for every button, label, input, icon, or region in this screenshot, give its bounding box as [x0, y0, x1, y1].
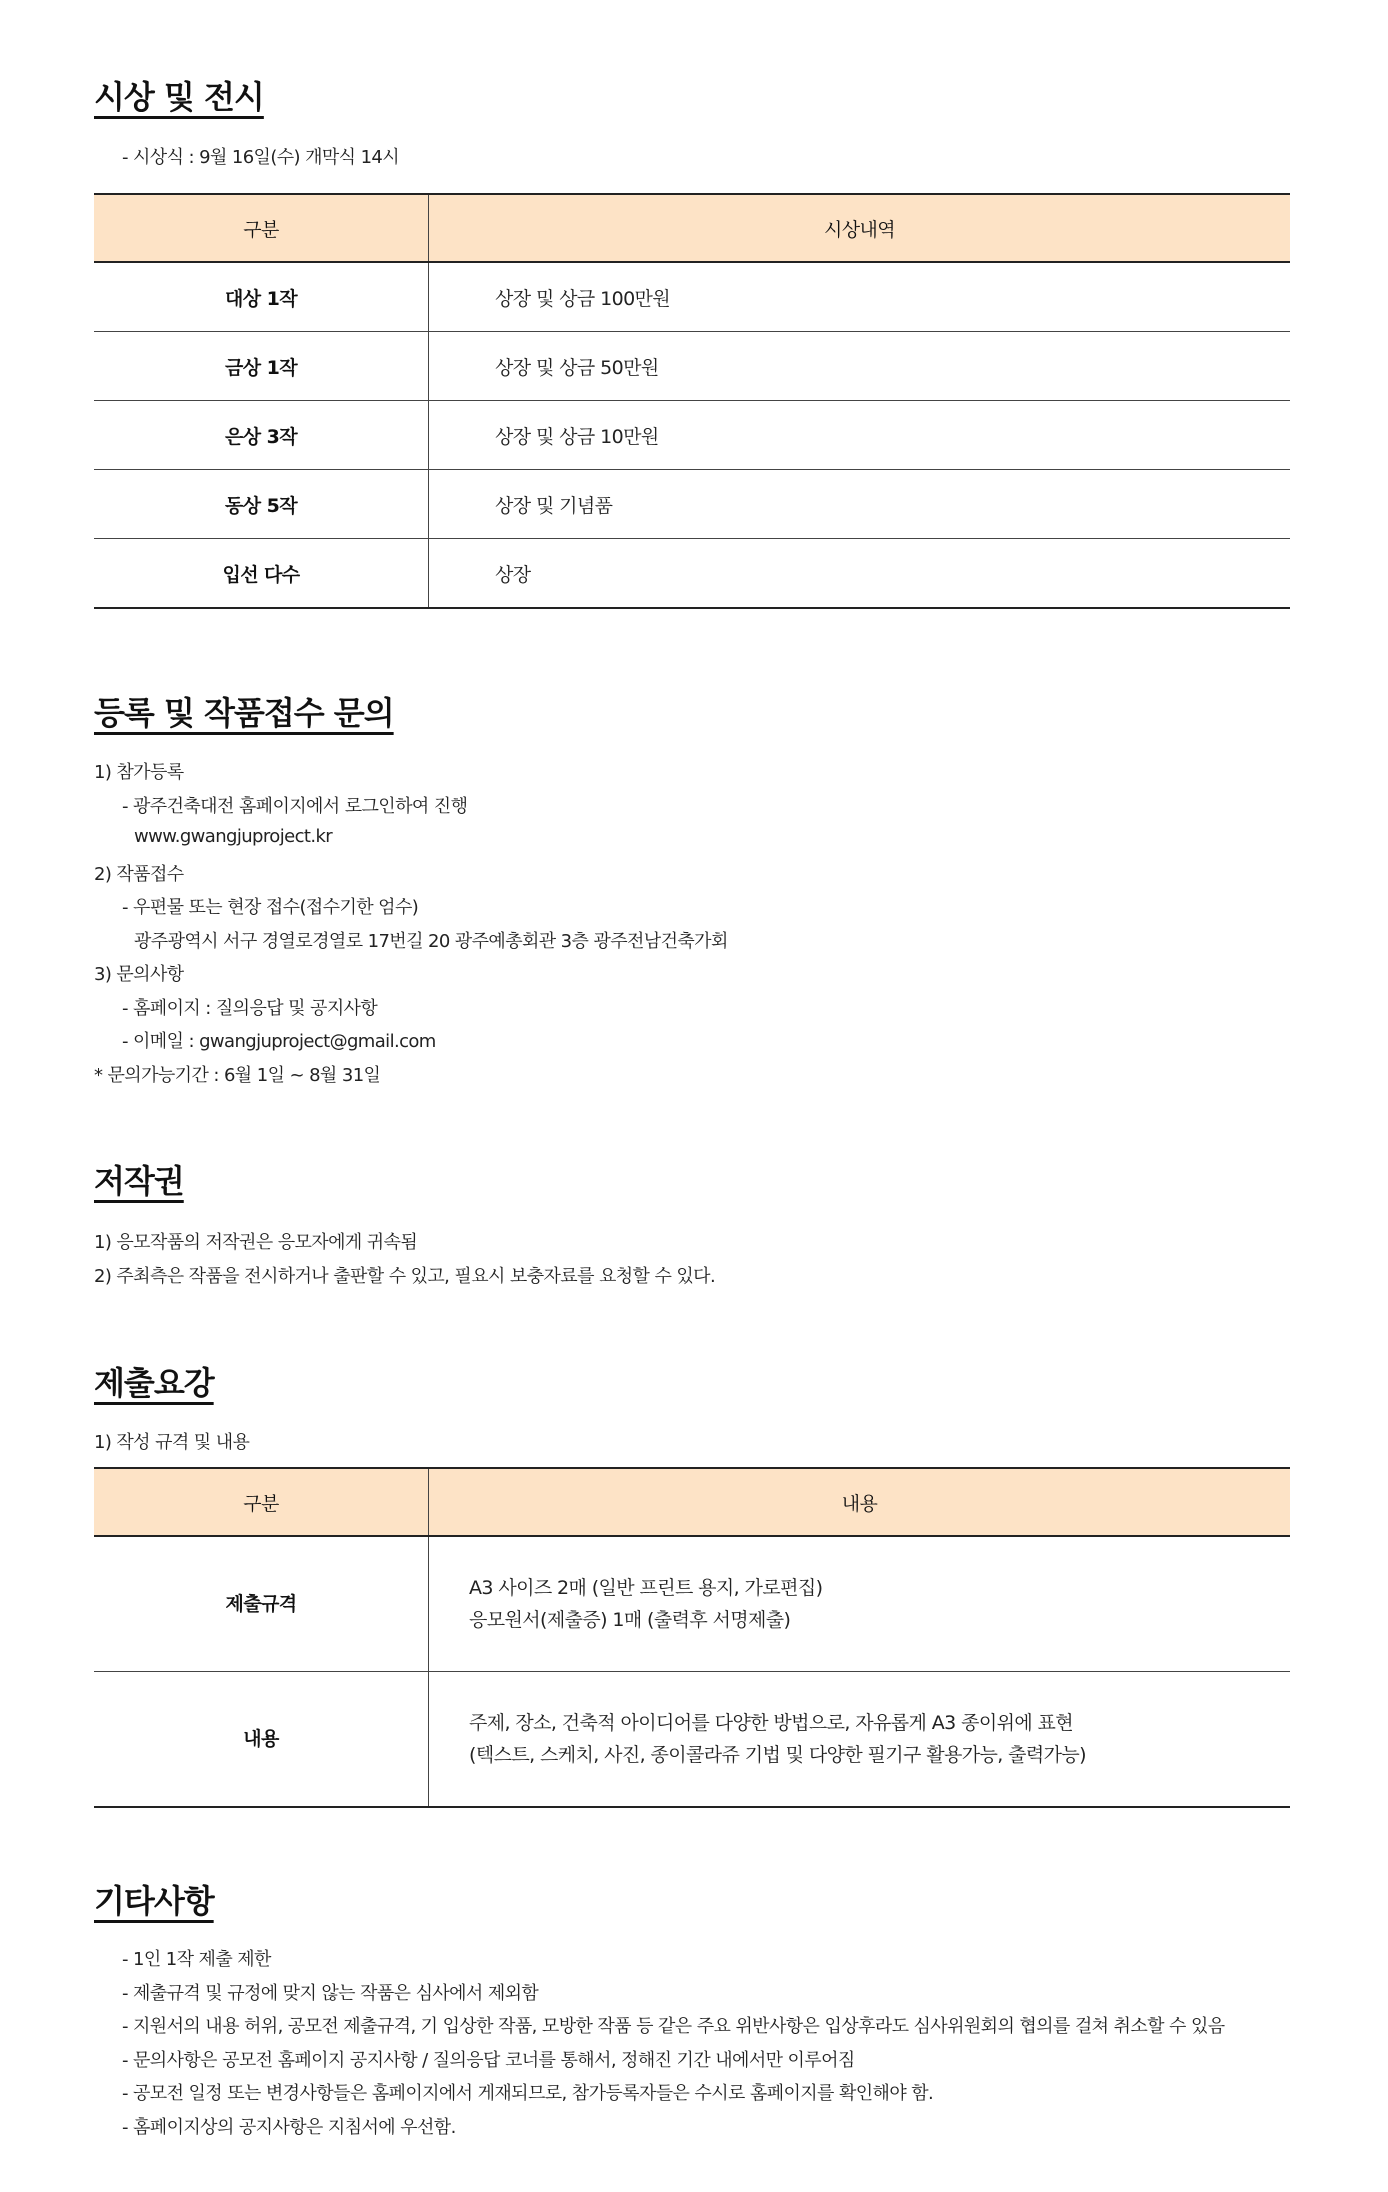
submission-content-line: A3 사이즈 2매 (일반 프린트 용지, 가로편집) [469, 1577, 823, 1599]
etc-section-title: 기타사항 [94, 1882, 214, 1920]
table-row [94, 332, 1290, 401]
award-value: 상장 및 기념품 [429, 470, 1291, 539]
award-label: 은상 3작 [94, 401, 429, 470]
registration-section-title: 등록 및 작품접수 문의 [94, 694, 394, 732]
registration-item: - 광주건축대전 홈페이지에서 로그인하여 진행 [122, 796, 468, 817]
registration-item: 3) 문의사항 [94, 964, 184, 985]
registration-item: - 홈페이지 : 질의응답 및 공지사항 [122, 998, 378, 1019]
submission-content [429, 1536, 1291, 1672]
awards-table-header [94, 194, 1290, 262]
etc-item: - 문의사항은 공모전 홈페이지 공지사항 / 질의응답 코너를 통해서, 정해진 기간 내에서만 이루어짐 [122, 2050, 855, 2071]
registration-url[interactable]: www.gwangjuproject.kr [134, 826, 333, 847]
submission-section-title: 제출요강 [94, 1364, 214, 1402]
submission-content-line: 주제, 장소, 건축적 아이디어를 다양한 방법으로, 자유롭게 A3 종이위에 표현 [469, 1712, 1074, 1734]
awards-header-detail: 시상내역 [429, 194, 1291, 262]
table-row [94, 539, 1290, 609]
table-row [94, 1536, 1290, 1672]
awards-header-category: 구분 [94, 194, 429, 262]
submission-content-line: 응모원서(제출증) 1매 (출력후 서명제출) [469, 1609, 791, 1631]
award-label: 금상 1작 [94, 332, 429, 401]
registration-email[interactable]: - 이메일 : gwangjuproject@gmail.com [122, 1031, 436, 1052]
submission-header-category: 구분 [94, 1468, 429, 1536]
registration-note: * 문의가능기간 : 6월 1일 ~ 8월 31일 [94, 1065, 381, 1086]
submission-content [429, 1672, 1291, 1808]
awards-table [94, 193, 1290, 609]
registration-item: 1) 참가등록 [94, 762, 184, 783]
submission-table [94, 1467, 1290, 1808]
registration-address: 광주광역시 서구 경열로경열로 17번길 20 광주예총회관 3층 광주전남건축가회 [134, 931, 728, 952]
award-value: 상장 및 상금 100만원 [429, 262, 1291, 332]
copyright-item: 1) 응모작품의 저작권은 응모자에게 귀속됨 [94, 1232, 418, 1253]
submission-label: 제출규격 [94, 1536, 429, 1672]
award-value: 상장 및 상금 50만원 [429, 332, 1291, 401]
award-value: 상장 [429, 539, 1291, 609]
table-row [94, 262, 1290, 332]
submission-content-line: (텍스트, 스케치, 사진, 종이콜라쥬 기법 및 다양한 필기구 활용가능, 출력가능) [469, 1744, 1086, 1766]
etc-item: - 지원서의 내용 허위, 공모전 제출규격, 기 입상한 작품, 모방한 작품 등 같은 주요 위반사항은 입상후라도 심사위원회의 협의를 걸쳐 취소할 수 있음 [122, 2016, 1225, 2037]
submission-table-header [94, 1468, 1290, 1536]
table-row [94, 401, 1290, 470]
table-row [94, 470, 1290, 539]
awards-section-title: 시상 및 전시 [94, 78, 264, 116]
copyright-item: 2) 주최측은 작품을 전시하거나 출판할 수 있고, 필요시 보충자료를 요청할 수 있다. [94, 1266, 716, 1287]
award-label: 입선 다수 [94, 539, 429, 609]
etc-item: - 공모전 일정 또는 변경사항들은 홈페이지에서 게재되므로, 참가등록자들은 수시로 홈페이지를 확인해야 함. [122, 2083, 934, 2104]
award-label: 동상 5작 [94, 470, 429, 539]
table-row [94, 1672, 1290, 1808]
registration-item: 2) 작품접수 [94, 864, 184, 885]
submission-label: 내용 [94, 1672, 429, 1808]
award-label: 대상 1작 [94, 262, 429, 332]
etc-item: - 제출규격 및 규정에 맞지 않는 작품은 심사에서 제외함 [122, 1983, 539, 2004]
submission-header-content: 내용 [429, 1468, 1291, 1536]
etc-item: - 홈페이지상의 공지사항은 지침서에 우선함. [122, 2117, 456, 2138]
copyright-section-title: 저작권 [94, 1162, 184, 1200]
registration-item: - 우편물 또는 현장 접수(접수기한 엄수) [122, 897, 419, 918]
ceremony-info: - 시상식 : 9월 16일(수) 개막식 14시 [122, 147, 400, 168]
submission-subtitle: 1) 작성 규격 및 내용 [94, 1432, 250, 1453]
etc-item: - 1인 1작 제출 제한 [122, 1949, 271, 1970]
award-value: 상장 및 상금 10만원 [429, 401, 1291, 470]
